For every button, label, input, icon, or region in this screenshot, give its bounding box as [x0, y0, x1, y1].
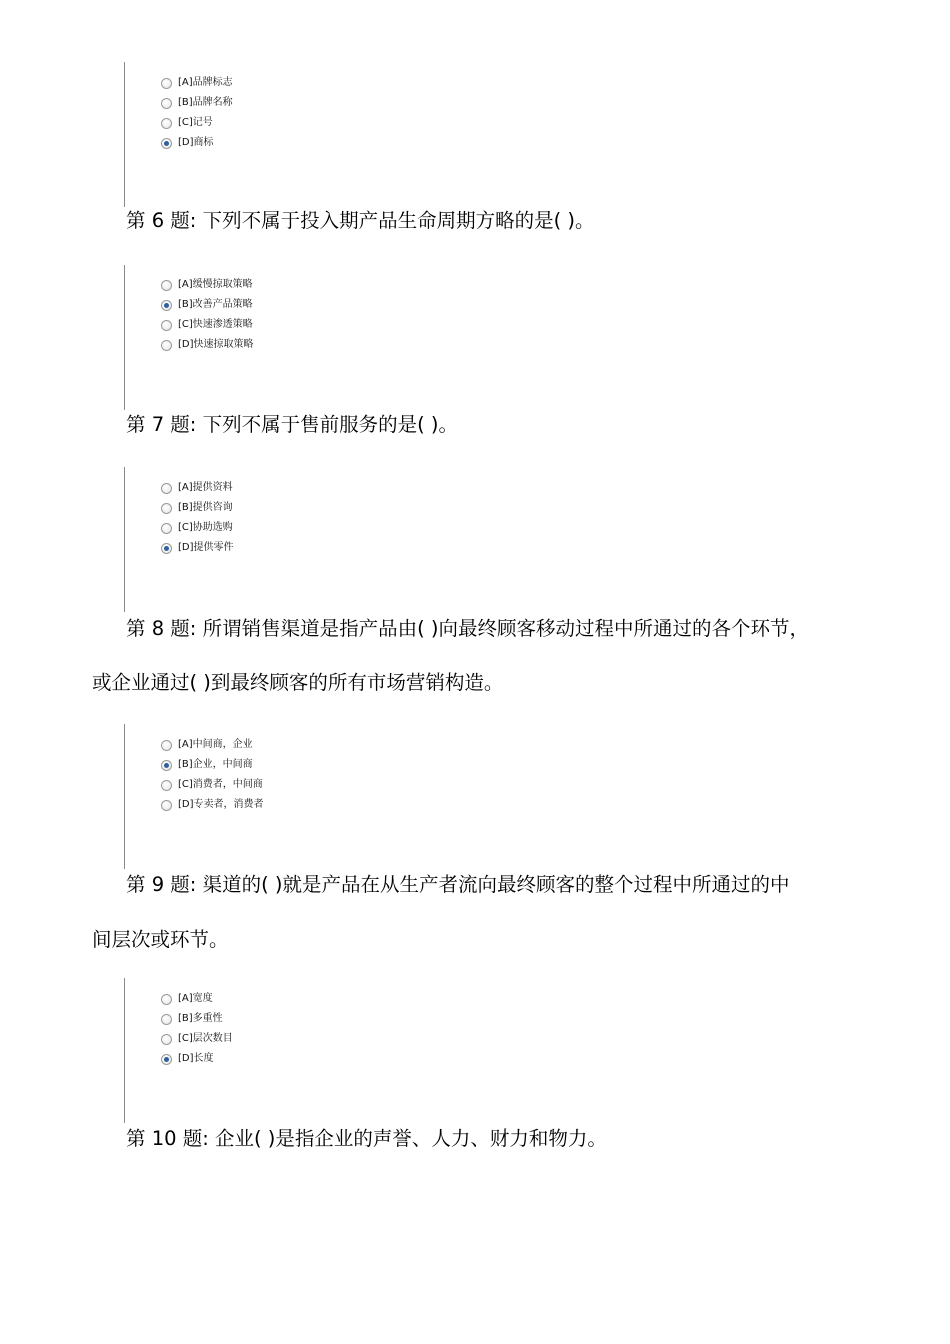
question-9-text-line2: 间层次或环节。 [92, 928, 229, 951]
options-block-q5 [124, 62, 425, 207]
radio-button-icon[interactable] [161, 1014, 172, 1025]
option-q9-d[interactable] [161, 1052, 214, 1066]
options-block-q6 [124, 265, 425, 410]
radio-button-icon[interactable] [161, 98, 172, 109]
radio-button-selected-icon[interactable] [161, 300, 172, 311]
option-q7-c[interactable] [161, 521, 233, 535]
option-label: [C]层次数目 [178, 1033, 233, 1044]
option-label: [B]企业，中间商 [178, 759, 253, 770]
option-label: [D]专卖者，消费者 [178, 799, 264, 810]
radio-button-icon[interactable] [161, 503, 172, 514]
radio-button-selected-icon[interactable] [161, 543, 172, 554]
option-q8-b[interactable] [161, 758, 253, 772]
radio-button-icon[interactable] [161, 280, 172, 291]
radio-button-icon[interactable] [161, 740, 172, 751]
radio-button-icon[interactable] [161, 1034, 172, 1045]
option-label: [A]提供资料 [178, 482, 233, 493]
options-block-q8 [124, 724, 425, 869]
option-label: [C]消费者，中间商 [178, 779, 263, 790]
option-label: [A]品牌标志 [178, 77, 233, 88]
option-q5-a[interactable] [161, 76, 233, 90]
radio-button-icon[interactable] [161, 118, 172, 129]
radio-button-icon[interactable] [161, 320, 172, 331]
option-label: [B]品牌名称 [178, 97, 233, 108]
option-label: [C]快速渗透策略 [178, 319, 253, 330]
option-label: [B]改善产品策略 [178, 299, 253, 310]
option-q9-b[interactable] [161, 1012, 223, 1026]
option-label: [A]宽度 [178, 993, 213, 1004]
options-block-q9 [124, 978, 425, 1123]
options-block-q7 [124, 467, 425, 612]
option-q6-b[interactable] [161, 298, 253, 312]
radio-button-icon[interactable] [161, 78, 172, 89]
option-label: [A]缓慢掠取策略 [178, 279, 253, 290]
radio-button-selected-icon[interactable] [161, 138, 172, 149]
option-q7-d[interactable] [161, 541, 234, 555]
radio-button-selected-icon[interactable] [161, 1054, 172, 1065]
option-q6-c[interactable] [161, 318, 253, 332]
radio-button-icon[interactable] [161, 994, 172, 1005]
option-q8-c[interactable] [161, 778, 263, 792]
option-label: [B]提供咨询 [178, 502, 233, 513]
option-label: [C]记号 [178, 117, 213, 128]
option-label: [D]长度 [178, 1053, 214, 1064]
radio-button-selected-icon[interactable] [161, 760, 172, 771]
option-label: [C]协助选购 [178, 522, 233, 533]
option-q5-b[interactable] [161, 96, 233, 110]
question-8-text-line2: 或企业通过( )到最终顾客的所有市场营销构造。 [92, 671, 504, 694]
radio-button-icon[interactable] [161, 340, 172, 351]
option-q7-b[interactable] [161, 501, 233, 515]
option-q8-d[interactable] [161, 798, 264, 812]
option-q6-a[interactable] [161, 278, 253, 292]
option-label: [D]提供零件 [178, 542, 234, 553]
option-q6-d[interactable] [161, 338, 254, 352]
option-q9-c[interactable] [161, 1032, 233, 1046]
option-q5-d[interactable] [161, 136, 214, 150]
question-10-text: 第 10 题: 企业( )是指企业的声誉、人力、财力和物力。 [126, 1127, 607, 1150]
option-label: [A]中间商，企业 [178, 739, 253, 750]
option-label: [D]快速掠取策略 [178, 339, 254, 350]
option-q9-a[interactable] [161, 992, 213, 1006]
radio-button-icon[interactable] [161, 483, 172, 494]
question-9-text-line1: 第 9 题: 渠道的( )就是产品在从生产者流向最终顾客的整个过程中所通过的中 [126, 873, 790, 896]
question-6-text: 第 6 题: 下列不属于投入期产品生命周期方略的是( )。 [126, 209, 595, 232]
question-7-text: 第 7 题: 下列不属于售前服务的是( )。 [126, 413, 458, 436]
radio-button-icon[interactable] [161, 523, 172, 534]
option-label: [D]商标 [178, 137, 214, 148]
radio-button-icon[interactable] [161, 780, 172, 791]
radio-button-icon[interactable] [161, 800, 172, 811]
option-q8-a[interactable] [161, 738, 253, 752]
option-label: [B]多重性 [178, 1013, 223, 1024]
question-8-text-line1: 第 8 题: 所谓销售渠道是指产品由( )向最终顾客移动过程中所通过的各个环节， [126, 617, 809, 640]
option-q7-a[interactable] [161, 481, 233, 495]
option-q5-c[interactable] [161, 116, 213, 130]
